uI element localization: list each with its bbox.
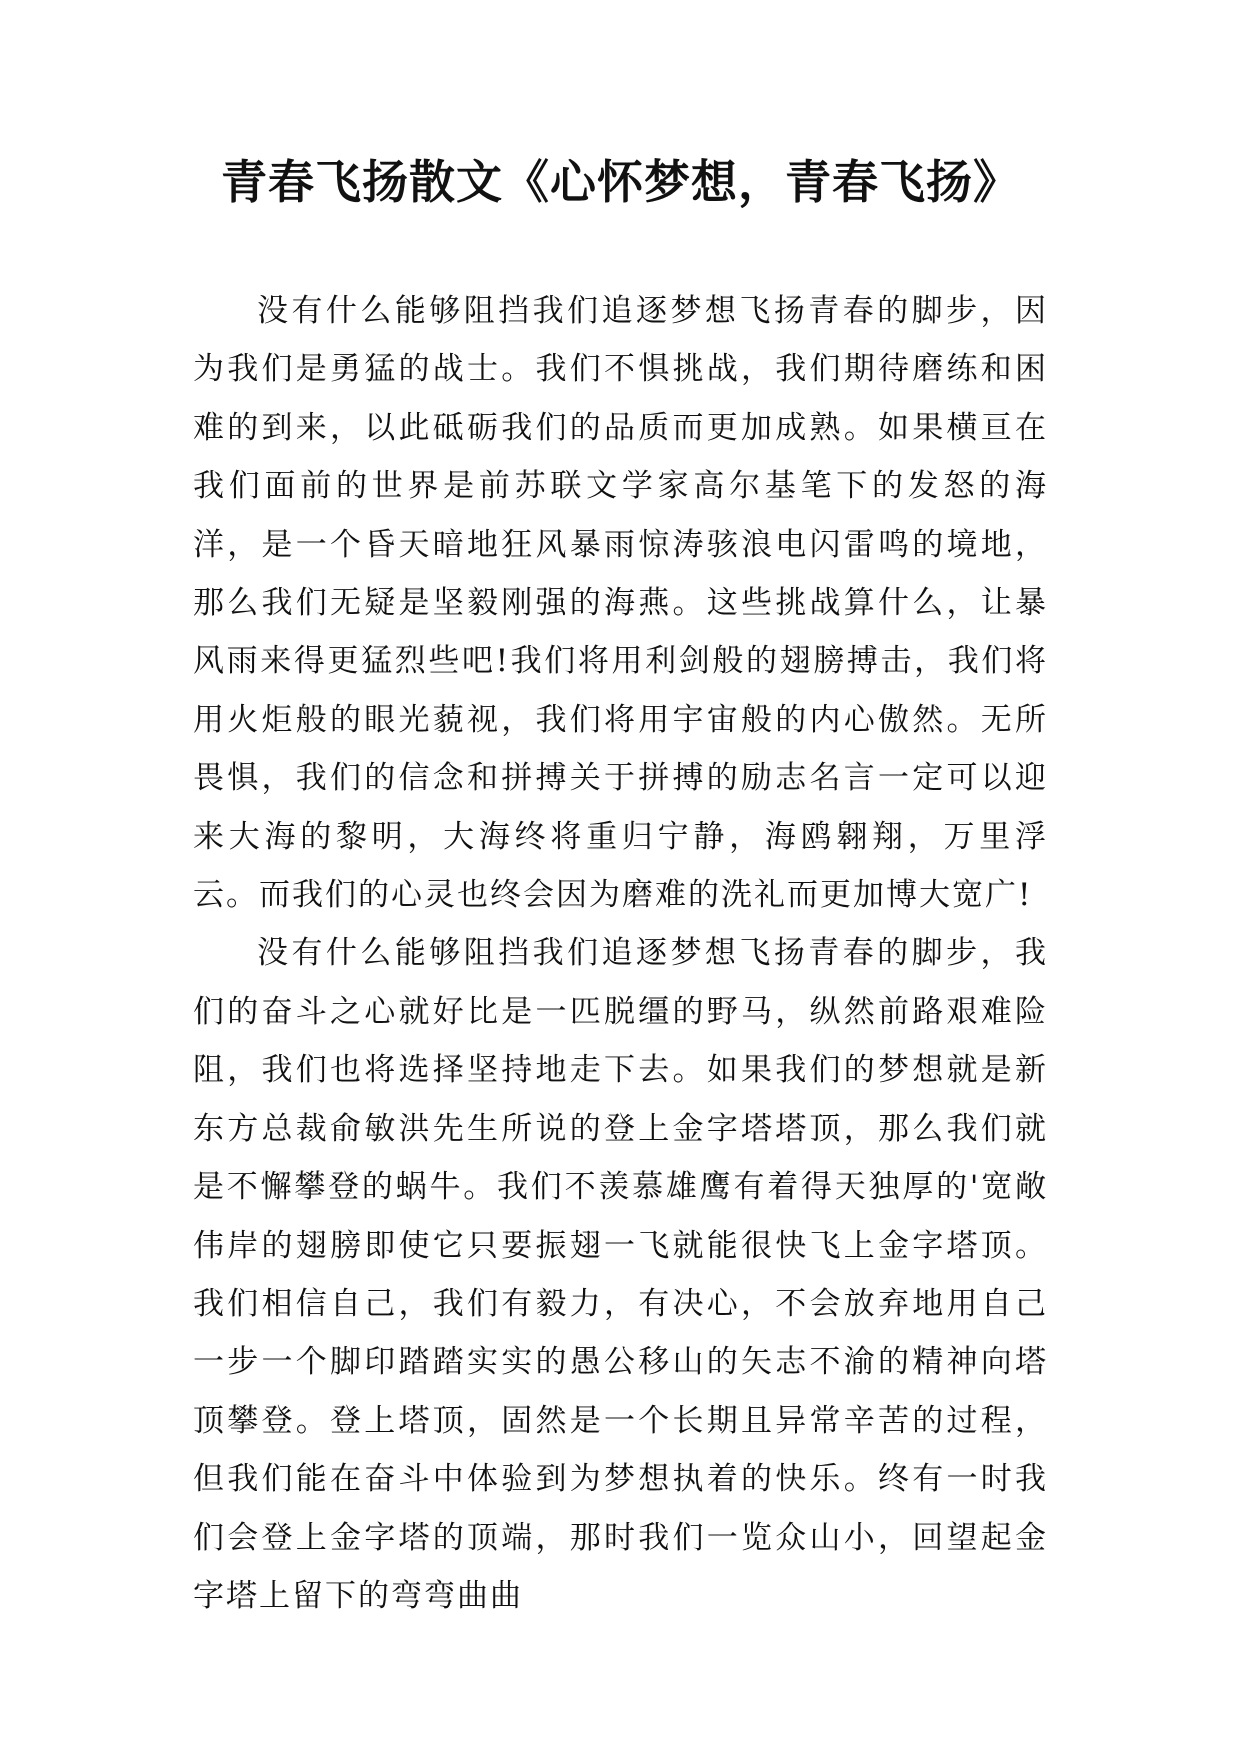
document-body [193,282,1048,1625]
document-title: 青春飞扬散文《心怀梦想，青春飞扬》 [221,155,1020,209]
paragraph-2: 没有什么能够阻挡我们追逐梦想飞扬青春的脚步，我们的奋斗之心就好比是一匹脱缰的野马，纵然前路艰难险阻，我们也将选择坚持地走下去。如果我们的梦想就是新东方总裁俞敏洪先生所说的登上金字塔塔顶，那么我们就是不懈攀登的蜗牛。我们不羡慕雄鹰有着得天独厚的'宽敞伟岸的翅膀即使它只要振翅一飞就能很快飞上金字塔顶。我们相信自己，我们有毅力，有决心，不会放弃地用自己一步一个脚印踏踏实实的愚公移山的矢志不渝的精神向塔顶攀登。登上塔顶，固然是一个长期且异常辛苦的过程，但我们能在奋斗中体验到为梦想执着的快乐。终有一时我们会登上金字塔的顶端，那时我们一览众山小，回望起金字塔上留下的弯弯曲曲 [193,935,1048,1614]
paragraph-1: 没有什么能够阻挡我们追逐梦想飞扬青春的脚步，因为我们是勇猛的战士。我们不惧挑战，我们期待磨练和困难的到来，以此砥砺我们的品质而更加成熟。如果横亘在我们面前的世界是前苏联文学家高尔基笔下的发怒的海洋，是一个昏天暗地狂风暴雨惊涛骇浪电闪雷鸣的境地，那么我们无疑是坚毅刚强的海燕。这些挑战算什么，让暴风雨来得更猛烈些吧!我们将用利剑般的翅膀搏击，我们将用火炬般的眼光藐视，我们将用宇宙般的内心傲然。无所畏惧，我们的信念和拼搏关于拼搏的励志名言一定可以迎来大海的黎明，大海终将重归宁静，海鸥翱翔，万里浮云。而我们的心灵也终会因为磨难的洗礼而更加博大宽广! [193,293,1048,914]
